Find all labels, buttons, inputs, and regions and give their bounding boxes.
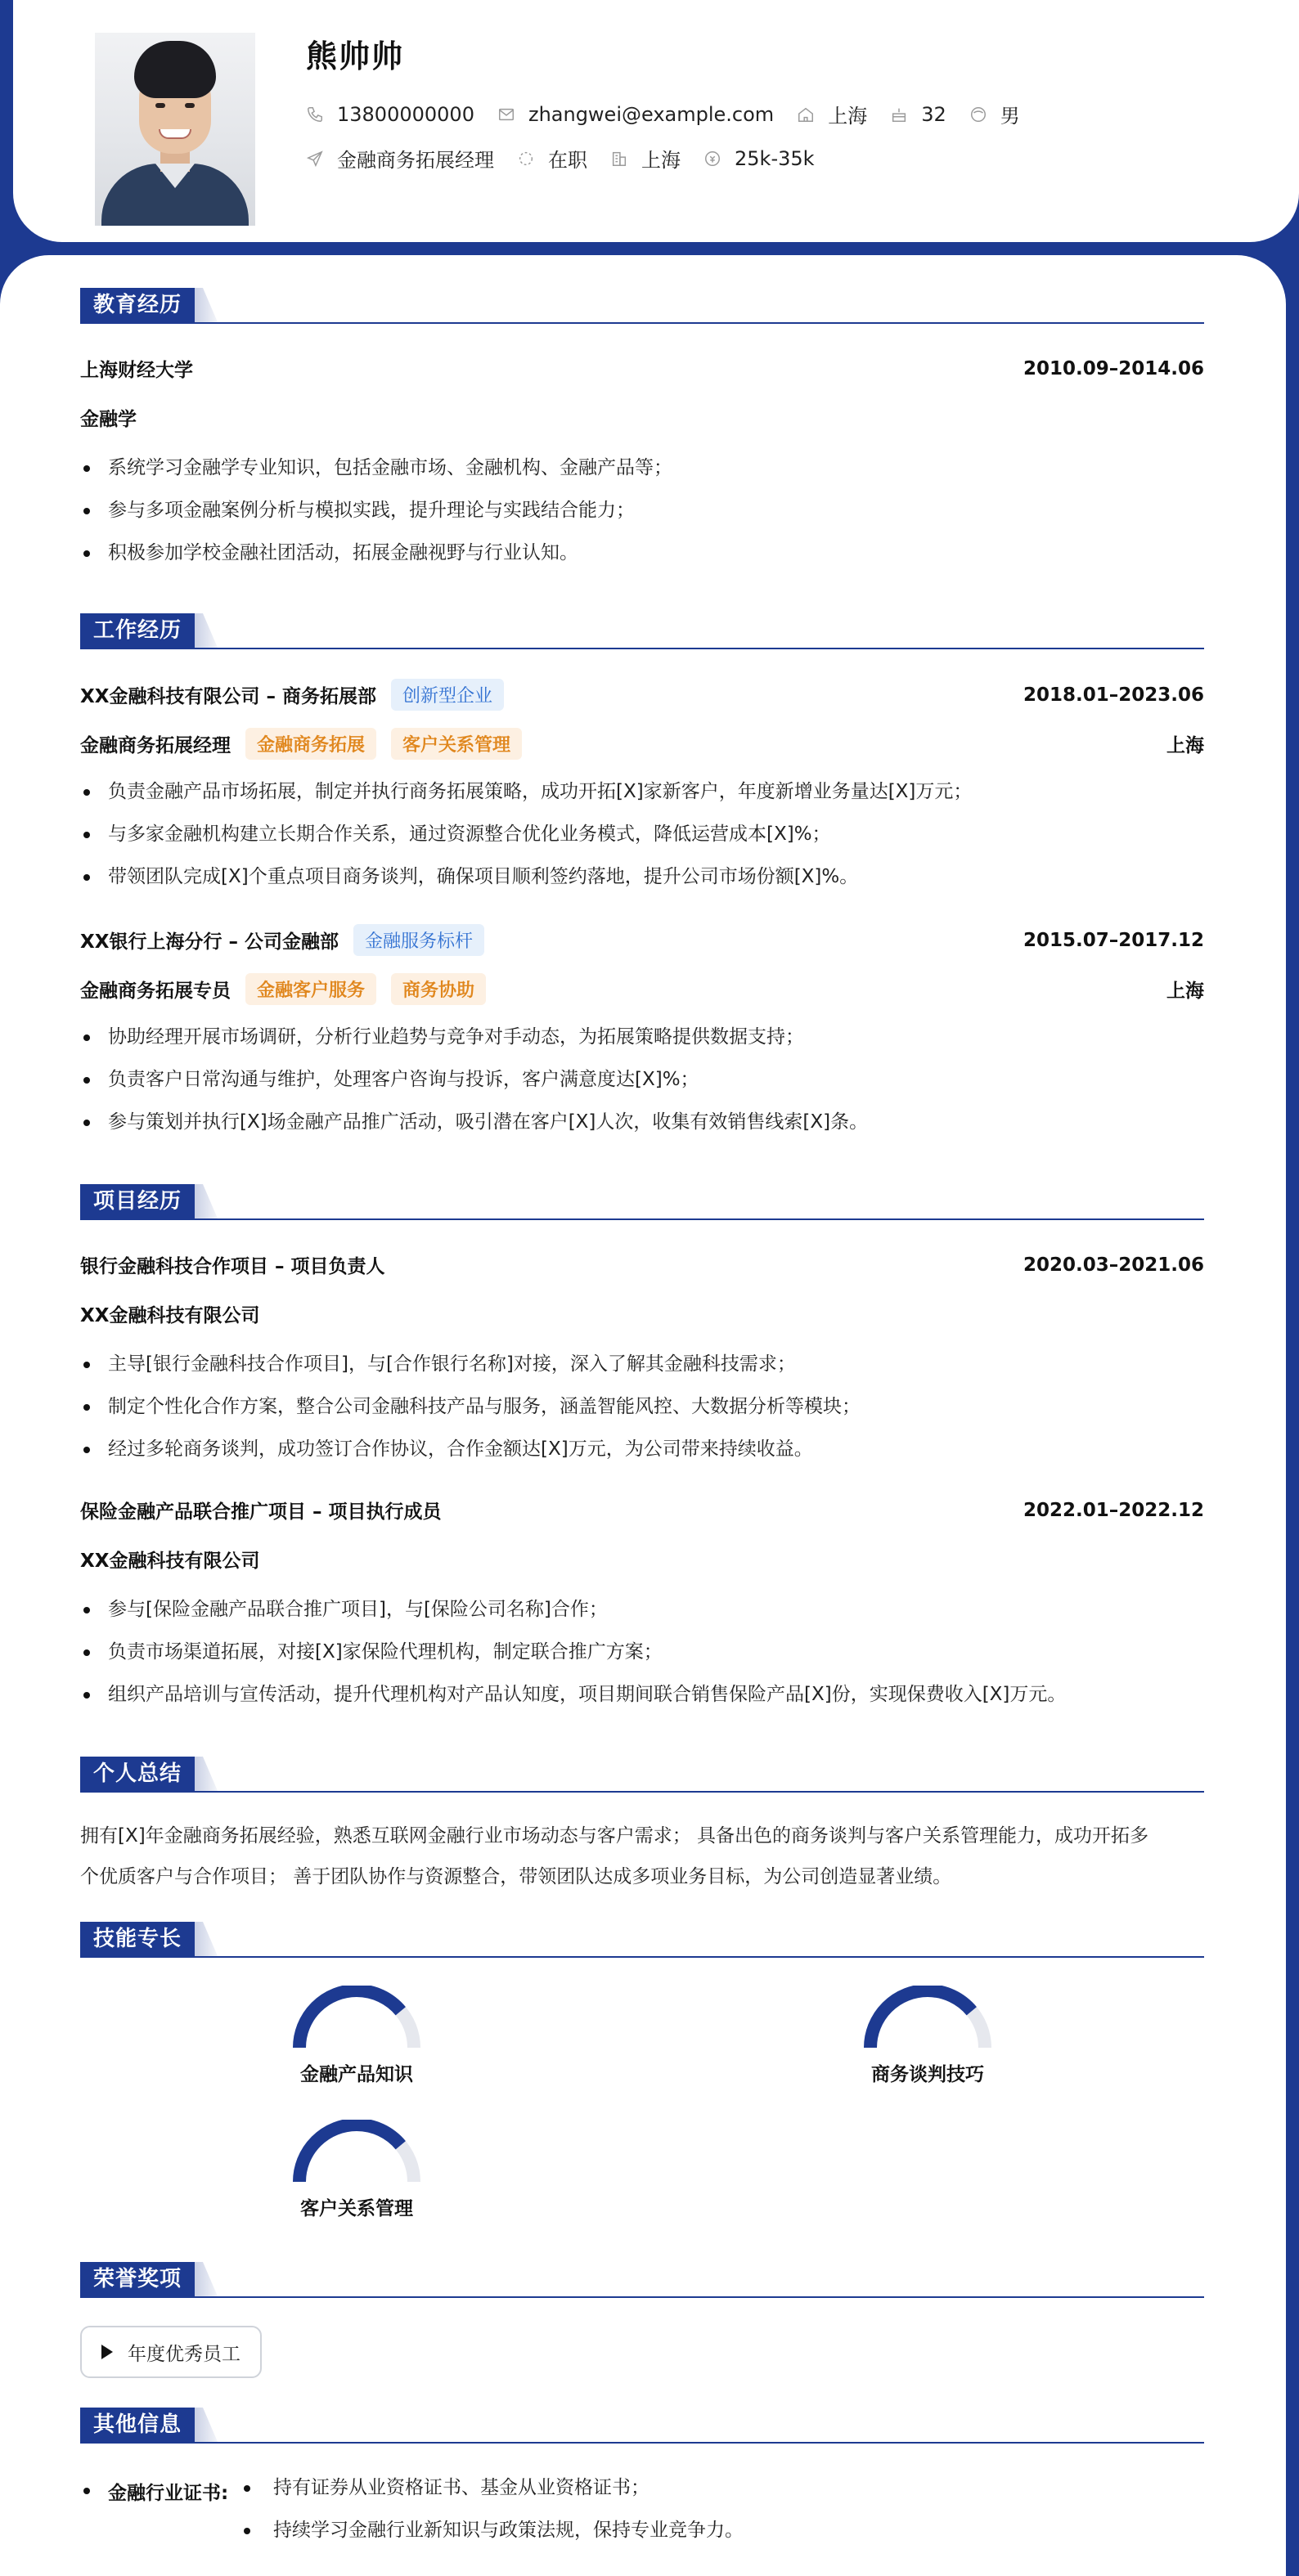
project-title: 保险金融产品联合推广项目 – 项目执行成员 xyxy=(80,1501,442,1523)
list-item: 与多家金融机构建立长期合作关系，通过资源整合优化业务模式，降低运营成本[X]%； xyxy=(80,813,1204,855)
mail-icon xyxy=(497,105,515,123)
skill-gauge xyxy=(287,1986,426,2048)
section-title: 工作经历 xyxy=(80,613,195,648)
skill-label: 客户关系管理 xyxy=(300,2198,413,2219)
skill-label: 金融产品知识 xyxy=(300,2064,413,2085)
work-role-row xyxy=(80,728,1204,760)
list-item: 负责金融产品市场拓展，制定并执行商务拓展策略，成功开拓[X]家新客户，年度新增业务量达[X]万元； xyxy=(80,770,1204,813)
gender-item xyxy=(969,100,1020,128)
section-honors xyxy=(80,2262,1204,2298)
project-bullets xyxy=(80,1343,1204,1470)
project-org-row xyxy=(80,1546,1204,1573)
project-period: 2022.01–2022.12 xyxy=(1023,1499,1204,1521)
phone-icon xyxy=(306,105,324,123)
skill-tag: 金融商务拓展 xyxy=(245,728,376,760)
building-icon xyxy=(610,150,628,168)
list-item: 协助经理开展市场调研，分析行业趋势与竞争对手动态，为拓展策略提供数据支持； xyxy=(80,1016,1204,1058)
other-list xyxy=(244,2478,744,2563)
skill-tag: 金融客户服务 xyxy=(245,973,376,1005)
section-other xyxy=(80,2408,1204,2444)
list-item: 负责市场渠道拓展，对接[X]家保险代理机构，制定联合推广方案； xyxy=(80,1631,1204,1673)
section-title: 项目经历 xyxy=(80,1184,195,1218)
skill-item xyxy=(267,1986,447,2086)
work-period: 2018.01–2023.06 xyxy=(1023,684,1204,706)
list-item: 经过多轮商务谈判，成功签订合作协议，合作金额达[X]万元，为公司带来持续收益。 xyxy=(80,1428,1204,1470)
education-bullets xyxy=(80,447,1204,574)
contact-row xyxy=(306,100,1043,128)
position-item xyxy=(306,144,494,173)
company-badge: 创新型企业 xyxy=(391,679,504,711)
city-item xyxy=(610,144,681,173)
home-icon xyxy=(797,105,815,123)
send-icon xyxy=(306,150,324,168)
list-item: 制定个性化合作方案，整合公司金融科技产品与服务，涵盖智能风控、大数据分析等模块； xyxy=(80,1385,1204,1428)
age-item xyxy=(890,103,946,126)
list-item: 积极参加学校金融社团活动，拓展金融视野与行业认知。 xyxy=(80,532,1204,574)
list-item: 主导[银行金融科技合作项目]，与[合作银行名称]对接，深入了解其金融科技需求； xyxy=(80,1343,1204,1385)
list-item: 带领团队完成[X]个重点项目商务谈判，确保项目顺利签约落地，提升公司市场份额[X]%。 xyxy=(80,855,1204,898)
project-period: 2020.03–2021.06 xyxy=(1023,1254,1204,1276)
play-icon xyxy=(101,2345,113,2359)
work-bullets xyxy=(80,770,1204,898)
summary-text xyxy=(80,1815,1209,1897)
work-city: 上海 xyxy=(1166,735,1204,756)
education-header xyxy=(80,355,1204,382)
project-header xyxy=(80,1497,1204,1524)
avatar xyxy=(95,33,255,226)
section-summary xyxy=(80,1757,1204,1793)
section-projects xyxy=(80,1184,1204,1220)
status-value: 在职 xyxy=(548,149,587,172)
gender-value: 男 xyxy=(1000,105,1020,128)
role-name: 金融商务拓展专员 xyxy=(80,981,231,1002)
location-item xyxy=(797,100,867,128)
section-title: 个人总结 xyxy=(80,1757,195,1791)
skill-gauge xyxy=(287,2120,426,2182)
list-item: 组织产品培训与宣传活动，提升代理机构对产品认知度，项目期间联合销售保险产品[X]份，实现保费收入[X]万元。 xyxy=(80,1673,1204,1716)
job-row xyxy=(306,144,838,173)
section-title: 教育经历 xyxy=(80,288,195,322)
money-icon xyxy=(703,150,721,168)
summary-line: 个优质客户与合作项目； 善于团队协作与资源整合，带领团队达成多项业务目标，为公司创造显著业绩。 xyxy=(80,1866,952,1887)
education-major-row xyxy=(80,404,1204,431)
location-value: 上海 xyxy=(828,105,868,128)
phone-item xyxy=(306,103,474,126)
list-item: 参与多项金融案例分析与模拟实践，提升理论与实践结合能力； xyxy=(80,489,1204,532)
age-value: 32 xyxy=(921,102,946,126)
major-name: 金融学 xyxy=(80,409,137,430)
list-item: 参与策划并执行[X]场金融产品推广活动，吸引潜在客户[X]人次，收集有效销售线索[X]条。 xyxy=(80,1101,1204,1143)
project-title: 银行金融科技合作项目 – 项目负责人 xyxy=(80,1256,385,1277)
person-icon xyxy=(969,105,987,123)
section-skills xyxy=(80,1922,1204,1958)
list-item: 持有证券从业资格证书、基金从业资格证书； xyxy=(244,2466,744,2509)
company-badge: 金融服务标杆 xyxy=(353,924,484,956)
other-key: 金融行业证书: xyxy=(80,2478,228,2505)
loading-icon xyxy=(517,150,535,168)
work-role-row xyxy=(80,973,1204,1005)
summary-line: 拥有[X]年金融商务拓展经验，熟悉互联网金融行业市场动态与客户需求； 具备出色的商务谈判与客户关系管理能力，成功开拓多 xyxy=(80,1825,1149,1847)
position-value: 金融商务拓展经理 xyxy=(337,149,494,172)
work-header xyxy=(80,679,1204,711)
skill-tag: 客户关系管理 xyxy=(391,728,522,760)
city-value: 上海 xyxy=(641,149,681,172)
skill-gauge xyxy=(858,1986,997,2048)
email-value: zhangwei@example.com xyxy=(528,102,775,126)
work-period: 2015.07–2017.12 xyxy=(1023,929,1204,951)
project-org: XX金融科技有限公司 xyxy=(80,1551,260,1572)
school-name: 上海财经大学 xyxy=(80,360,193,381)
section-title: 其他信息 xyxy=(80,2408,195,2442)
list-item: 参与[保险金融产品联合推广项目]，与[保险公司名称]合作； xyxy=(80,1588,1204,1631)
section-title: 荣誉奖项 xyxy=(80,2262,195,2296)
salary-value: 25k-35k xyxy=(735,146,815,170)
list-item: 系统学习金融学专业知识，包括金融市场、金融机构、金融产品等； xyxy=(80,447,1204,489)
section-education xyxy=(80,288,1204,324)
role-name: 金融商务拓展经理 xyxy=(80,735,231,756)
section-title: 技能专长 xyxy=(80,1922,195,1956)
candidate-name: 熊帅帅 xyxy=(306,38,405,74)
cake-icon xyxy=(890,105,908,123)
section-work xyxy=(80,613,1204,649)
company-name: XX金融科技有限公司 – 商务拓展部 xyxy=(80,686,376,707)
project-bullets xyxy=(80,1588,1204,1716)
phone-value: 13800000000 xyxy=(337,102,474,126)
status-item xyxy=(517,144,587,173)
award-item[interactable] xyxy=(80,2326,262,2378)
work-city: 上海 xyxy=(1166,981,1204,1002)
list-item: 负责客户日常沟通与维护，处理客户咨询与投诉，客户满意度达[X]%； xyxy=(80,1058,1204,1101)
email-item xyxy=(497,103,774,126)
profile-header xyxy=(13,0,1299,242)
award-label: 年度优秀员工 xyxy=(128,2343,240,2365)
work-bullets xyxy=(80,1016,1204,1143)
project-header xyxy=(80,1251,1204,1278)
salary-item xyxy=(703,147,815,170)
skill-tag: 商务协助 xyxy=(391,973,486,1005)
education-period: 2010.09–2014.06 xyxy=(1023,357,1204,379)
company-name: XX银行上海分行 – 公司金融部 xyxy=(80,931,339,953)
project-org-row xyxy=(80,1300,1204,1327)
skill-item xyxy=(838,1986,1018,2086)
skill-item xyxy=(267,2120,447,2220)
project-org: XX金融科技有限公司 xyxy=(80,1305,260,1326)
list-item: 持续学习金融行业新知识与政策法规，保持专业竞争力。 xyxy=(244,2509,744,2551)
skill-label: 商务谈判技巧 xyxy=(871,2064,984,2085)
work-header xyxy=(80,924,1204,956)
